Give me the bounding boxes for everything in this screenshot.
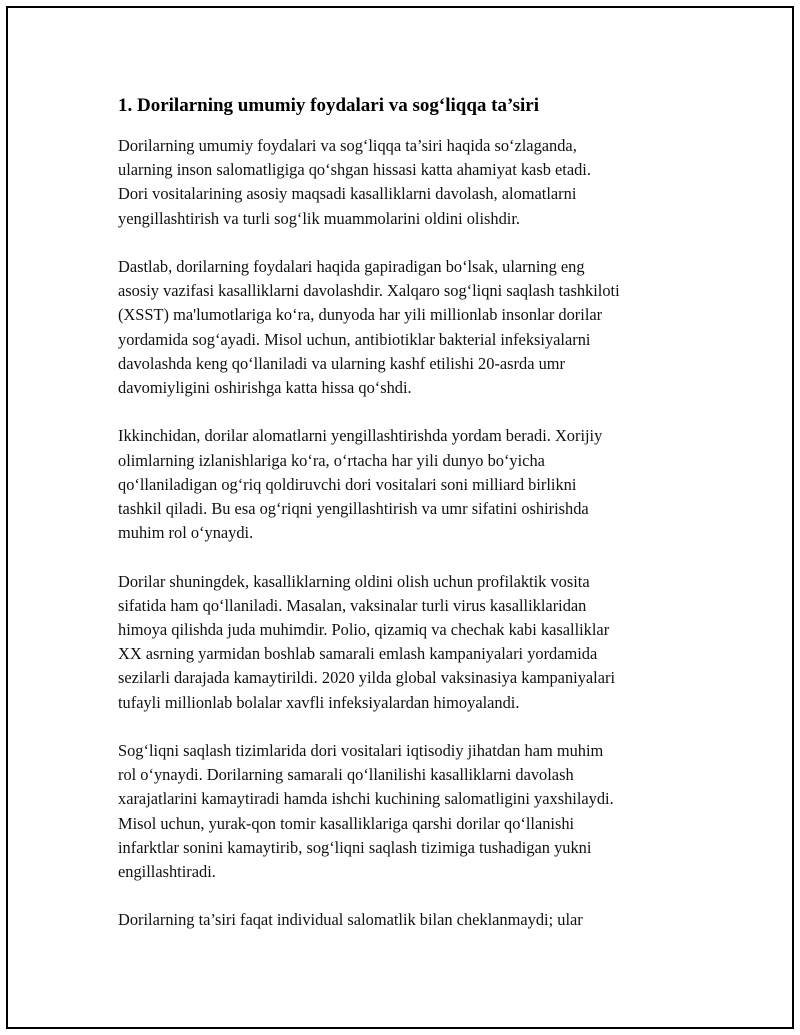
section-heading: 1. Dorilarning umumiy foydalari va sog‘liqqa ta’siri xyxy=(118,95,540,116)
paragraph-intro: Dorilarning umumiy foydalari va sog‘liqqa ta’siri haqida so‘zlaganda, ularning inson salomatligiga qo‘shgan hissasi katta ahamiyat kasb etadi. Dori vositalarining asosiy maqsadi kasalliklarni davolash, alomatlarni yengillashtirish va turli sog‘lik muammolarini oldini olishdir. xyxy=(118,136,591,228)
paragraph-treatment: Dastlab, dorilarning foydalari haqida gapiradigan bo‘lsak, ularning eng asosiy vazifasi kasalliklarni davolashdir. Xalqaro sog‘liqni saqlash tashkiloti (XSST) ma'lumotlariga ko‘ra, dunyoda har yili millionlab insonlar dorilar yordamida sog‘ayadi. Misol uchun, antibiotiklar bakterial infeksiyalarni davolashda keng qo‘llaniladi va ularning kashf etilishi 20-asrda umr davomiyligini oshirishga katta hissa qo‘shdi. xyxy=(118,257,620,398)
paragraph-closing: Dorilarning ta’siri faqat individual salomatlik bilan cheklanmaydi; ular xyxy=(118,910,583,930)
paragraph-symptom-relief: Ikkinchidan, dorilar alomatlarni yengillashtirishda yordam beradi. Xorijiy olimlarning izlanishlariga ko‘ra, o‘rtacha har yili dunyo bo‘yicha qo‘llaniladigan og‘riq qoldiruvchi dori vositalari soni milliard birlikni tashkil qiladi. Bu esa og‘riqni yengillashtirish va umr sifatini oshirishda muhim rol o‘ynaydi. xyxy=(118,426,603,543)
paragraph-economic: Sog‘liqni saqlash tizimlarida dori vositalari iqtisodiy jihatdan ham muhim rol o‘ynaydi. Dorilarning samarali qo‘llanilishi kasalliklarni davolash xarajatlarini kamaytiradi hamda ishchi kuchining salomatligini yaxshilaydi. Misol uchun, yurak-qon tomir kasalliklariga qarshi dorilar qo‘llanishi infarktlar sonini kamaytirib, sog‘liqni saqlash tizimiga tushadigan yukni engillashtiradi. xyxy=(118,741,614,882)
document-content xyxy=(118,92,708,957)
document-page xyxy=(6,6,794,1029)
paragraph-prevention: Dorilar shuningdek, kasalliklarning oldini olish uchun profilaktik vosita sifatida ham qo‘llaniladi. Masalan, vaksinalar turli virus kasalliklaridan himoya qilishda juda muhimdir. Polio, qizamiq va chechak kabi kasalliklar XX asrning yarmidan boshlab samarali emlash kampaniyalari yordamida sezilarli darajada kamaytirildi. 2020 yilda global vaksinasiya kampaniyalari tufayli millionlab bolalar xavfli infeksiyalardan himoyalandi. xyxy=(118,571,616,712)
